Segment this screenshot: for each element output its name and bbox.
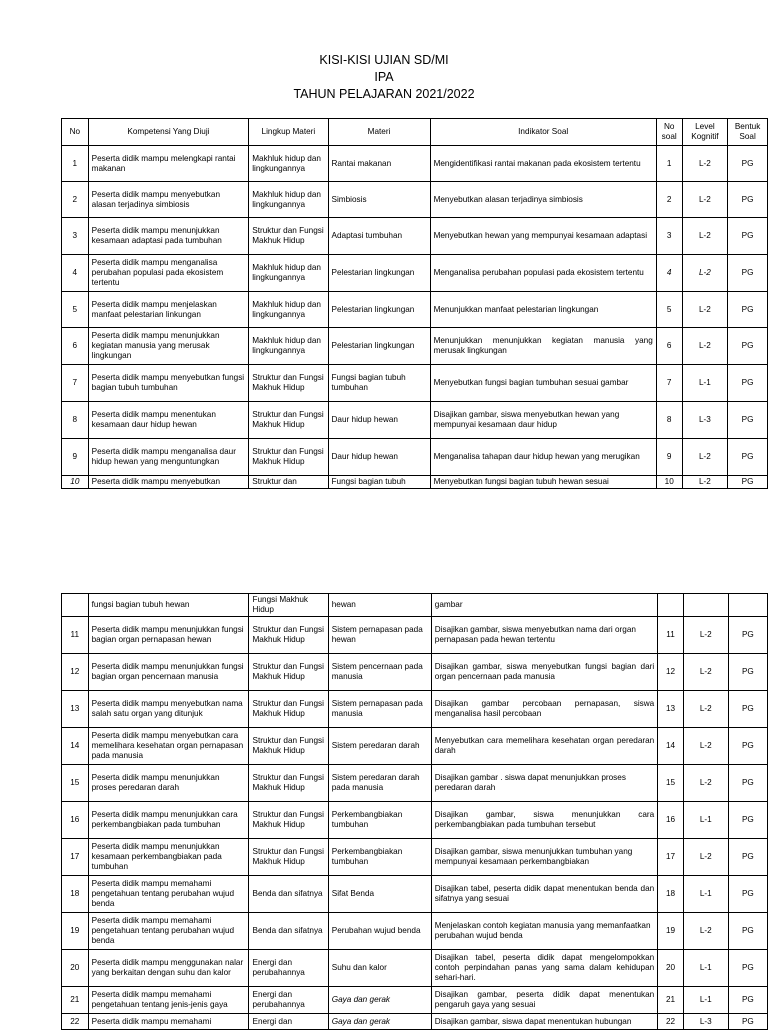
cell-level: L-2 [682, 476, 728, 489]
cell-bentuk: PG [728, 839, 767, 876]
cell-level: L-2 [682, 328, 728, 365]
cell-kompetensi: Peserta didik mampu memahami pengetahuan tentang perubahan wujud benda [88, 876, 249, 913]
cell-lingkup: Benda dan sifatnya [249, 876, 328, 913]
cell-lingkup: Makhluk hidup dan lingkungannya [249, 182, 328, 218]
cell-indikator: gambar [431, 594, 657, 617]
cell-no-soal: 10 [656, 476, 682, 489]
table-row [62, 839, 768, 876]
cell-lingkup: Struktur dan Fungsi Makhuk Hidup [249, 439, 328, 476]
cell-no-soal: 7 [656, 365, 682, 402]
cell-indikator: Disajikan gambar percobaan pernapasan, siswa menganalisa hasil percobaan [431, 691, 657, 728]
cell-no-soal: 20 [658, 950, 684, 987]
cell-kompetensi: Peserta didik mampu menggunakan nalar yang berkaitan dengan suhu dan kalor [88, 950, 249, 987]
cell-no: 3 [62, 218, 89, 255]
cell-level: L-1 [683, 950, 728, 987]
cell-lingkup: Makhluk hidup dan lingkungannya [249, 328, 328, 365]
cell-kompetensi: Peserta didik mampu menunjukkan proses peredaran darah [88, 765, 249, 802]
cell-no-soal: 9 [656, 439, 682, 476]
cell-no: 8 [62, 402, 89, 439]
cell-no-soal: 13 [658, 691, 684, 728]
cell-bentuk: PG [728, 146, 768, 182]
cell-no-soal: 8 [656, 402, 682, 439]
cell-bentuk: PG [728, 402, 768, 439]
cell-no-soal: 5 [656, 292, 682, 328]
table-row [62, 1014, 768, 1030]
cell-bentuk: PG [728, 365, 768, 402]
cell-lingkup: Struktur dan Fungsi Makhuk Hidup [249, 365, 328, 402]
cell-kompetensi: Peserta didik mampu menyebutkan nama salah satu organ yang ditunjuk [88, 691, 249, 728]
cell-no-soal: 2 [656, 182, 682, 218]
table-row [62, 950, 768, 987]
cell-no-soal: 18 [658, 876, 684, 913]
cell-no-soal: 3 [656, 218, 682, 255]
table-row [62, 728, 768, 765]
cell-bentuk: PG [728, 802, 767, 839]
cell-bentuk: PG [728, 218, 768, 255]
cell-no: 11 [62, 617, 89, 654]
cell-no-soal: 6 [656, 328, 682, 365]
title-line-3: TAHUN PELAJARAN 2021/2022 [293, 87, 475, 101]
cell-level: L-1 [683, 876, 728, 913]
cell-kompetensi: Peserta didik mampu menentukan kesamaan daur hidup hewan [88, 402, 249, 439]
header-level: Level Kognitif [682, 119, 728, 146]
cell-bentuk: PG [728, 913, 767, 950]
cell-bentuk: PG [728, 728, 767, 765]
cell-materi: Adaptasi tumbuhan [328, 218, 430, 255]
cell-bentuk: PG [728, 182, 768, 218]
cell-lingkup: Fungsi Makhuk Hidup [249, 594, 328, 617]
cell-no-soal: 21 [658, 987, 684, 1014]
cell-no: 1 [62, 146, 89, 182]
cell-indikator: Menganalisa perubahan populasi pada ekosistem tertentu [430, 255, 656, 292]
cell-lingkup: Struktur dan Fungsi Makhuk Hidup [249, 402, 328, 439]
cell-level: L-2 [682, 146, 728, 182]
cell-indikator: Disajikan gambar, siswa menyebutkan fungsi bagian dari organ pencernaan pada manusia [431, 654, 657, 691]
cell-level: L-2 [683, 691, 728, 728]
cell-no: 16 [62, 802, 89, 839]
cell-level: L-2 [683, 617, 728, 654]
cell-indikator: Disajikan gambar, siswa menyebutkan nama dari organ pernapasan pada hewan tertentu [431, 617, 657, 654]
cell-level: L-2 [682, 255, 728, 292]
cell-indikator: Disajikan gambar, siswa menyebutkan hewan yang mempunyai kesamaan daur hidup [430, 402, 656, 439]
header-materi: Materi [328, 119, 430, 146]
cell-no-soal: 14 [658, 728, 684, 765]
header-no-soal: No soal [656, 119, 682, 146]
cell-materi: Pelestarian lingkungan [328, 292, 430, 328]
table-row [62, 328, 768, 365]
cell-kompetensi: Peserta didik mampu memahami pengetahuan tentang jenis-jenis gaya [88, 987, 249, 1014]
cell-level: L-2 [682, 182, 728, 218]
cell-lingkup: Makhluk hidup dan lingkungannya [249, 146, 328, 182]
cell-level: L-2 [683, 654, 728, 691]
header-indikator: Indikator Soal [430, 119, 656, 146]
cell-materi: Suhu dan kalor [328, 950, 431, 987]
cell-level: L-2 [682, 439, 728, 476]
cell-no: 14 [62, 728, 89, 765]
cell-no-soal [658, 594, 684, 617]
cell-no-soal: 4 [656, 255, 682, 292]
cell-bentuk: PG [728, 876, 767, 913]
cell-kompetensi: Peserta didik mampu melengkapi rantai makanan [88, 146, 249, 182]
cell-lingkup: Makhluk hidup dan lingkungannya [249, 292, 328, 328]
cell-level: L-2 [683, 728, 728, 765]
table-row [62, 987, 768, 1014]
cell-no: 4 [62, 255, 89, 292]
cell-kompetensi: fungsi bagian tubuh hewan [88, 594, 249, 617]
cell-level: L-2 [682, 292, 728, 328]
cell-bentuk [728, 594, 767, 617]
header-lingkup: Lingkup Materi [249, 119, 328, 146]
cell-materi: Gaya dan gerak [328, 987, 431, 1014]
table-row [62, 182, 768, 218]
cell-bentuk: PG [728, 292, 768, 328]
cell-indikator: Menunjukkan menunjukkan kegiatan manusia yang merusak lingkungan [430, 328, 656, 365]
cell-indikator: Menyebutkan fungsi bagian tubuh hewan sesuai [430, 476, 656, 489]
cell-lingkup: Struktur dan [249, 476, 328, 489]
cell-kompetensi: Peserta didik mampu menganalisa daur hidup hewan yang menguntungkan [88, 439, 249, 476]
cell-lingkup: Struktur dan Fungsi Makhuk Hidup [249, 617, 328, 654]
cell-indikator: Disajikan gambar, siswa menunjukkan cara perkembangbiakan pada tumbuhan tersebut [431, 802, 657, 839]
cell-materi: Pelestarian lingkungan [328, 328, 430, 365]
cell-indikator: Menyebutkan alasan terjadinya simbiosis [430, 182, 656, 218]
cell-lingkup: Struktur dan Fungsi Makhuk Hidup [249, 691, 328, 728]
cell-level: L-2 [683, 913, 728, 950]
cell-level: L-3 [683, 1014, 728, 1030]
cell-materi: Perkembangbiakan tumbuhan [328, 802, 431, 839]
cell-kompetensi: Peserta didik mampu menunjukkan kegiatan manusia yang merusak lingkungan [88, 328, 249, 365]
cell-materi: Daur hidup hewan [328, 439, 430, 476]
table-row [62, 802, 768, 839]
cell-bentuk: PG [728, 1014, 767, 1030]
cell-indikator: Disajikan gambar . siswa dapat menunjukkan proses peredaran darah [431, 765, 657, 802]
cell-no: 6 [62, 328, 89, 365]
cell-lingkup: Struktur dan Fungsi Makhuk Hidup [249, 218, 328, 255]
cell-indikator: Menjelaskan contoh kegiatan manusia yang memanfaatkan perubahan wujud benda [431, 913, 657, 950]
cell-no-soal: 19 [658, 913, 684, 950]
cell-no-soal: 16 [658, 802, 684, 839]
table-row [62, 691, 768, 728]
cell-materi: Fungsi bagian tubuh tumbuhan [328, 365, 430, 402]
cell-level: L-1 [682, 365, 728, 402]
cell-bentuk: PG [728, 476, 768, 489]
cell-kompetensi: Peserta didik mampu memahami pengetahuan tentang perubahan wujud benda [88, 913, 249, 950]
cell-lingkup: Struktur dan Fungsi Makhuk Hidup [249, 654, 328, 691]
cell-materi: Fungsi bagian tubuh [328, 476, 430, 489]
cell-kompetensi: Peserta didik mampu menyebutkan fungsi bagian tubuh tumbuhan [88, 365, 249, 402]
table-row [62, 146, 768, 182]
page-title [0, 52, 768, 103]
cell-no: 22 [62, 1014, 89, 1030]
cell-lingkup: Struktur dan Fungsi Makhuk Hidup [249, 802, 328, 839]
cell-bentuk: PG [728, 255, 768, 292]
cell-indikator: Disajikan gambar, siswa menunjukkan tumbuhan yang mempunyai kesamaan perkembangbiakan [431, 839, 657, 876]
cell-materi: Sistem peredaran darah [328, 728, 431, 765]
cell-indikator: Disajikan gambar, siswa dapat menentukan hubungan [431, 1014, 657, 1030]
cell-no: 13 [62, 691, 89, 728]
cell-indikator: Disajikan tabel, peserta didik dapat menentukan benda dan sifatnya yang sesuai [431, 876, 657, 913]
cell-materi: Rantai makanan [328, 146, 430, 182]
cell-materi: Sifat Benda [328, 876, 431, 913]
cell-indikator: Menunjukkan manfaat pelestarian lingkungan [430, 292, 656, 328]
cell-no: 18 [62, 876, 89, 913]
cell-materi: Perkembangbiakan tumbuhan [328, 839, 431, 876]
cell-indikator: Disajikan tabel, peserta didik dapat mengelompokkan contoh perpindahan panas yang sama dalam kehidupan sehari-hari. [431, 950, 657, 987]
table-row [62, 765, 768, 802]
cell-no: 2 [62, 182, 89, 218]
cell-no: 10 [62, 476, 89, 489]
cell-lingkup: Makhluk hidup dan lingkungannya [249, 255, 328, 292]
table-row [62, 439, 768, 476]
cell-lingkup: Struktur dan Fungsi Makhuk Hidup [249, 728, 328, 765]
cell-kompetensi: Peserta didik mampu menyebutkan alasan terjadinya simbiosis [88, 182, 249, 218]
kisi-kisi-table-page-2 [61, 593, 768, 1030]
cell-lingkup: Benda dan sifatnya [249, 913, 328, 950]
header-no: No [62, 119, 89, 146]
cell-no: 7 [62, 365, 89, 402]
cell-no: 19 [62, 913, 89, 950]
table-row [62, 913, 768, 950]
cell-kompetensi: Peserta didik mampu memahami [88, 1014, 249, 1030]
cell-level: L-1 [683, 987, 728, 1014]
cell-indikator: Menyebutkan cara memelihara kesehatan organ peredaran darah [431, 728, 657, 765]
cell-bentuk: PG [728, 950, 767, 987]
cell-bentuk: PG [728, 439, 768, 476]
table-row [62, 365, 768, 402]
cell-bentuk: PG [728, 987, 767, 1014]
cell-kompetensi: Peserta didik mampu menjelaskan manfaat pelestarian linkungan [88, 292, 249, 328]
cell-materi: Pelestarian lingkungan [328, 255, 430, 292]
cell-materi: hewan [328, 594, 431, 617]
table-row [62, 876, 768, 913]
table-row [62, 476, 768, 489]
cell-lingkup: Energi dan [249, 1014, 328, 1030]
cell-materi: Simbiosis [328, 182, 430, 218]
cell-materi: Sistem pencernaan pada manusia [328, 654, 431, 691]
cell-kompetensi: Peserta didik mampu menganalisa perubahan populasi pada ekosistem tertentu [88, 255, 249, 292]
cell-materi: Sistem pernapasan pada manusia [328, 691, 431, 728]
cell-no: 15 [62, 765, 89, 802]
cell-bentuk: PG [728, 654, 767, 691]
cell-level: L-3 [682, 402, 728, 439]
cell-indikator: Mengidentifikasi rantai makanan pada ekosistem tertentu [430, 146, 656, 182]
cell-indikator: Disajikan gambar, peserta didik dapat menentukan pengaruh gaya yang sesuai [431, 987, 657, 1014]
table-row [62, 617, 768, 654]
cell-kompetensi: Peserta didik mampu menunjukkan fungsi bagian organ pencernaan manusia [88, 654, 249, 691]
cell-kompetensi: Peserta didik mampu menunjukkan kesamaan adaptasi pada tumbuhan [88, 218, 249, 255]
cell-level: L-2 [683, 765, 728, 802]
cell-bentuk: PG [728, 617, 767, 654]
table-row [62, 255, 768, 292]
cell-no-soal: 17 [658, 839, 684, 876]
cell-no: 12 [62, 654, 89, 691]
cell-level: L-2 [682, 218, 728, 255]
header-bentuk: Bentuk Soal [728, 119, 768, 146]
cell-level [683, 594, 728, 617]
table-row [62, 594, 768, 617]
cell-level: L-2 [683, 839, 728, 876]
cell-no: 5 [62, 292, 89, 328]
cell-no-soal: 1 [656, 146, 682, 182]
cell-level: L-1 [683, 802, 728, 839]
cell-no [62, 594, 89, 617]
cell-no: 21 [62, 987, 89, 1014]
cell-indikator: Menganalisa tahapan daur hidup hewan yang merugikan [430, 439, 656, 476]
cell-kompetensi: Peserta didik mampu menyebutkan cara memelihara kesehatan organ pernapasan pada manusia [88, 728, 249, 765]
title-line-2: IPA [374, 70, 394, 84]
cell-no: 9 [62, 439, 89, 476]
cell-materi: Perubahan wujud benda [328, 913, 431, 950]
cell-lingkup: Struktur dan Fungsi Makhuk Hidup [249, 839, 328, 876]
cell-lingkup: Struktur dan Fungsi Makhuk Hidup [249, 765, 328, 802]
cell-indikator: Menyebutkan hewan yang mempunyai kesamaan adaptasi [430, 218, 656, 255]
cell-no-soal: 12 [658, 654, 684, 691]
table-row [62, 292, 768, 328]
cell-materi: Daur hidup hewan [328, 402, 430, 439]
title-line-1: KISI-KISI UJIAN SD/MI [319, 53, 449, 67]
cell-lingkup: Energi dan perubahannya [249, 987, 328, 1014]
header-kompetensi: Kompetensi Yang Diuji [88, 119, 249, 146]
table-row [62, 654, 768, 691]
cell-no-soal: 22 [658, 1014, 684, 1030]
cell-bentuk: PG [728, 328, 768, 365]
cell-materi: Sistem peredaran darah pada manusia [328, 765, 431, 802]
cell-indikator: Menyebutkan fungsi bagian tumbuhan sesuai gambar [430, 365, 656, 402]
cell-bentuk: PG [728, 691, 767, 728]
cell-kompetensi: Peserta didik mampu menyebutkan [88, 476, 249, 489]
cell-no-soal: 15 [658, 765, 684, 802]
cell-bentuk: PG [728, 765, 767, 802]
table-header-row [62, 119, 768, 146]
table-row [62, 402, 768, 439]
cell-no-soal: 11 [658, 617, 684, 654]
table-row [62, 218, 768, 255]
cell-no: 17 [62, 839, 89, 876]
cell-materi: Gaya dan gerak [328, 1014, 431, 1030]
cell-kompetensi: Peserta didik mampu menunjukkan cara perkembangbiakan pada tumbuhan [88, 802, 249, 839]
kisi-kisi-table-page-1 [61, 118, 768, 489]
cell-kompetensi: Peserta didik mampu menunjukkan fungsi bagian organ pernapasan hewan [88, 617, 249, 654]
cell-kompetensi: Peserta didik mampu menunjukkan kesamaan perkembangbiakan pada tumbuhan [88, 839, 249, 876]
cell-materi: Sistem pernapasan pada hewan [328, 617, 431, 654]
cell-lingkup: Energi dan perubahannya [249, 950, 328, 987]
cell-no: 20 [62, 950, 89, 987]
